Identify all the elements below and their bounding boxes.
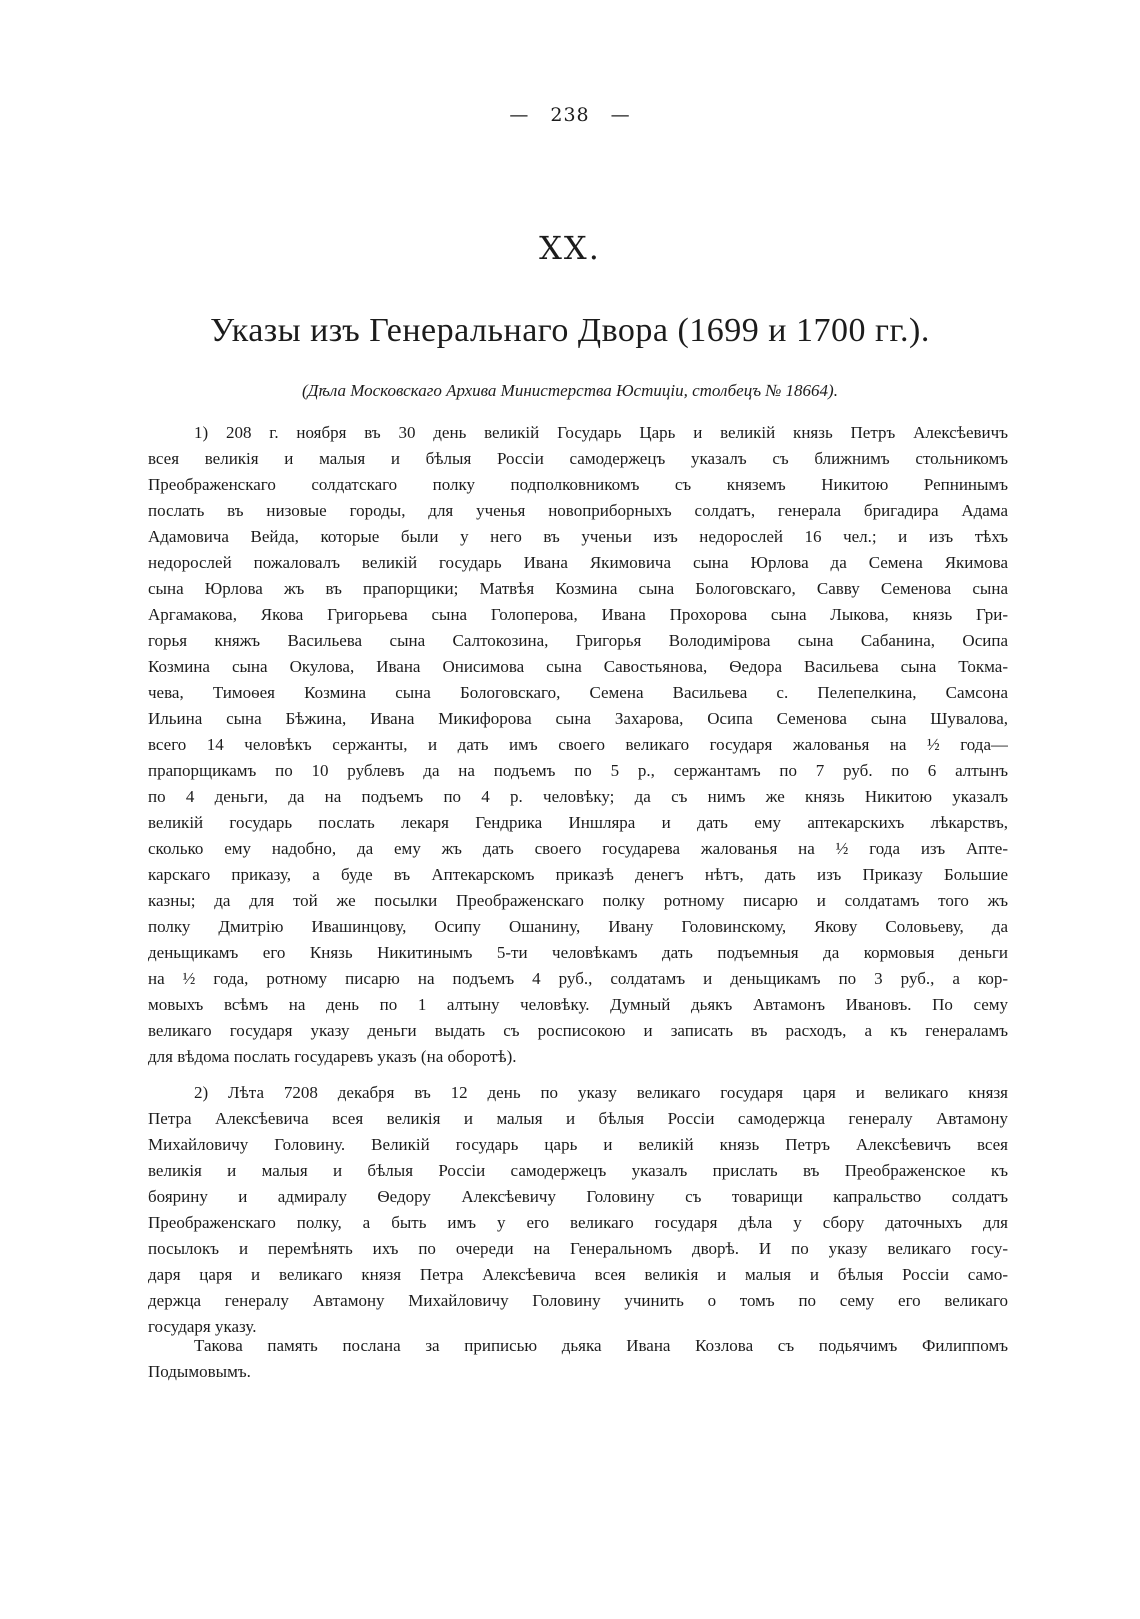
text-line: Михайловичу Головину. Великій государь царь и великій князь Петръ Алексѣевичъ всея (148, 1135, 1008, 1154)
page-number-header (0, 104, 1140, 126)
text-line: карскаго приказу, а буде въ Аптекарскомъ приказѣ денегъ нѣтъ, дать изъ Приказу Большие (148, 865, 1008, 884)
text-line: на ½ года, ротному писарю на подъемъ 4 руб., солдатамъ и деньщикамъ по 3 руб., а кор- (148, 969, 1008, 988)
page-number-dash-left: — (509, 104, 530, 126)
paragraph-note (148, 1333, 1008, 1385)
text-line: деньщикамъ его Князь Никитинымъ 5-ти человѣкамъ дать подъемныя да кормовыя деньги (148, 943, 1008, 962)
text-line: Адамовича Вейда, которые были у него въ ученьи изъ недорослей 16 чел.; и изъ тѣхъ (148, 527, 1008, 546)
document-title: Указы изъ Генеральнаго Двора (1699 и 1700 гг.). (210, 312, 930, 349)
text-line: сколько ему надобно, да ему жъ дать своего государева жалованья на ½ года изъ Апте- (148, 839, 1008, 858)
text-line: горья княжъ Васильева сына Салтокозина, Григорья Володимірова сына Сабанина, Осипа (148, 631, 1008, 650)
text-line: Преображенскаго полку, а быть имъ у его великаго государя дѣла у сбору даточныхъ для (148, 1213, 1008, 1232)
text-line: всего 14 человѣкъ сержанты, и дать имъ своего великаго государя жалованья на ½ года— (148, 735, 1008, 754)
text-line: Аргамакова, Якова Григорьева сына Голоперова, Ивана Прохорова сына Лыкова, князь Гри- (148, 605, 1008, 624)
text-line: прапорщикамъ по 10 рублевъ да на подъемъ по 5 р., сержантамъ по 7 руб. по 6 алтынъ (148, 761, 1008, 780)
page-number-dash-right: — (610, 104, 631, 126)
paragraph-decree-2 (148, 1080, 1008, 1340)
text-line: Петра Алексѣевича всея великія и малыя и бѣлыя Россіи самодержца генералу Автамону (148, 1109, 1008, 1128)
text-line: недорослей пожаловалъ великій государь Ивана Якимовича сына Юрлова да Семена Якимова (148, 553, 1008, 572)
text-line: великія и малыя и бѣлыя Россіи самодержецъ указалъ прислать въ Преображенское къ (148, 1161, 1008, 1180)
text-line: сына Юрлова жъ въ прапорщики; Матвѣя Козмина сына Бологовскаго, Савву Семенова сына (148, 579, 1008, 598)
text-line: даря царя и великаго князя Петра Алексѣевича всея великія и малыя и бѣлыя Россіи само- (148, 1265, 1008, 1284)
section-numeral: XX. (539, 229, 601, 267)
text-line: по 4 деньги, да на подъемъ по 4 р. человѣку; да съ нимъ же князь Никитою указалъ (148, 787, 1008, 806)
text-line: Козмина сына Окулова, Ивана Онисимова сына Савостьянова, Ѳедора Васильева сына Токма- (148, 657, 1008, 676)
text-line: всея великія и малыя и бѣлыя Россіи самодержецъ указалъ съ ближнимъ стольникомъ (148, 449, 1008, 468)
text-line: 1) 208 г. ноября въ 30 день великій Государь Царь и великій князь Петръ Алексѣевичъ (194, 423, 1008, 442)
paragraph-decree-1 (148, 420, 1008, 1070)
text-line: послать въ низовые городы, для ученья новоприборныхъ солдатъ, генерала бригадира Адама (148, 501, 1008, 520)
page-number: 238 (550, 104, 590, 126)
text-line: казны; да для той же посылки Преображенскаго полку ротному писарю и солдатамъ того жъ (148, 891, 1008, 910)
text-line: посылокъ и перемѣнять ихъ по очереди на Генеральномъ дворѣ. И по указу великаго госу- (148, 1239, 1008, 1258)
text-line: чева, Тимоѳея Козмина сына Бологовскаго, Семена Васильева с. Пелепелкина, Самсона (148, 683, 1008, 702)
text-line: великаго государя указу деньги выдать съ росписокою и записать въ расходъ, а къ генераламъ (148, 1021, 1008, 1040)
text-line: Преображенскаго солдатскаго полку подполковникомъ съ княземъ Никитою Репнинымъ (148, 475, 1008, 494)
document-source-citation: (Дѣла Московскаго Архива Министерства Юстиціи, столбецъ № 18664). (302, 381, 838, 400)
text-line: великій государь послать лекаря Гендрика Иншляра и дать ему аптекарскихъ лѣкарствъ, (148, 813, 1008, 832)
text-line: полку Дмитрію Ивашинцову, Осипу Ошанину, Ивану Головинскому, Якову Соловьеву, да (148, 917, 1008, 936)
text-line: государя указу. (148, 1317, 257, 1336)
text-line: Такова память послана за приписью дьяка Ивана Козлова съ подьячимъ Филиппомъ (194, 1336, 1008, 1355)
text-line: Ильина сына Бѣжина, Ивана Микифорова сына Захарова, Осипа Семенова сына Шувалова, (148, 709, 1008, 728)
text-line: для вѣдома послать государевъ указъ (на оборотѣ). (148, 1047, 517, 1066)
text-line: боярину и адмиралу Ѳедору Алексѣевичу Головину съ товарищи капральство солдатъ (148, 1187, 1008, 1206)
text-line: держца генералу Автамону Михайловичу Головину учинить о томъ по сему его великаго (148, 1291, 1008, 1310)
text-line: 2) Лѣта 7208 декабря въ 12 день по указу великаго государя царя и великаго князя (194, 1083, 1008, 1102)
text-line: Подымовымъ. (148, 1362, 251, 1381)
text-line: мовыхъ всѣмъ на день по 1 алтыну человѣку. Думный дьякъ Автамонъ Ивановъ. По сему (148, 995, 1008, 1014)
